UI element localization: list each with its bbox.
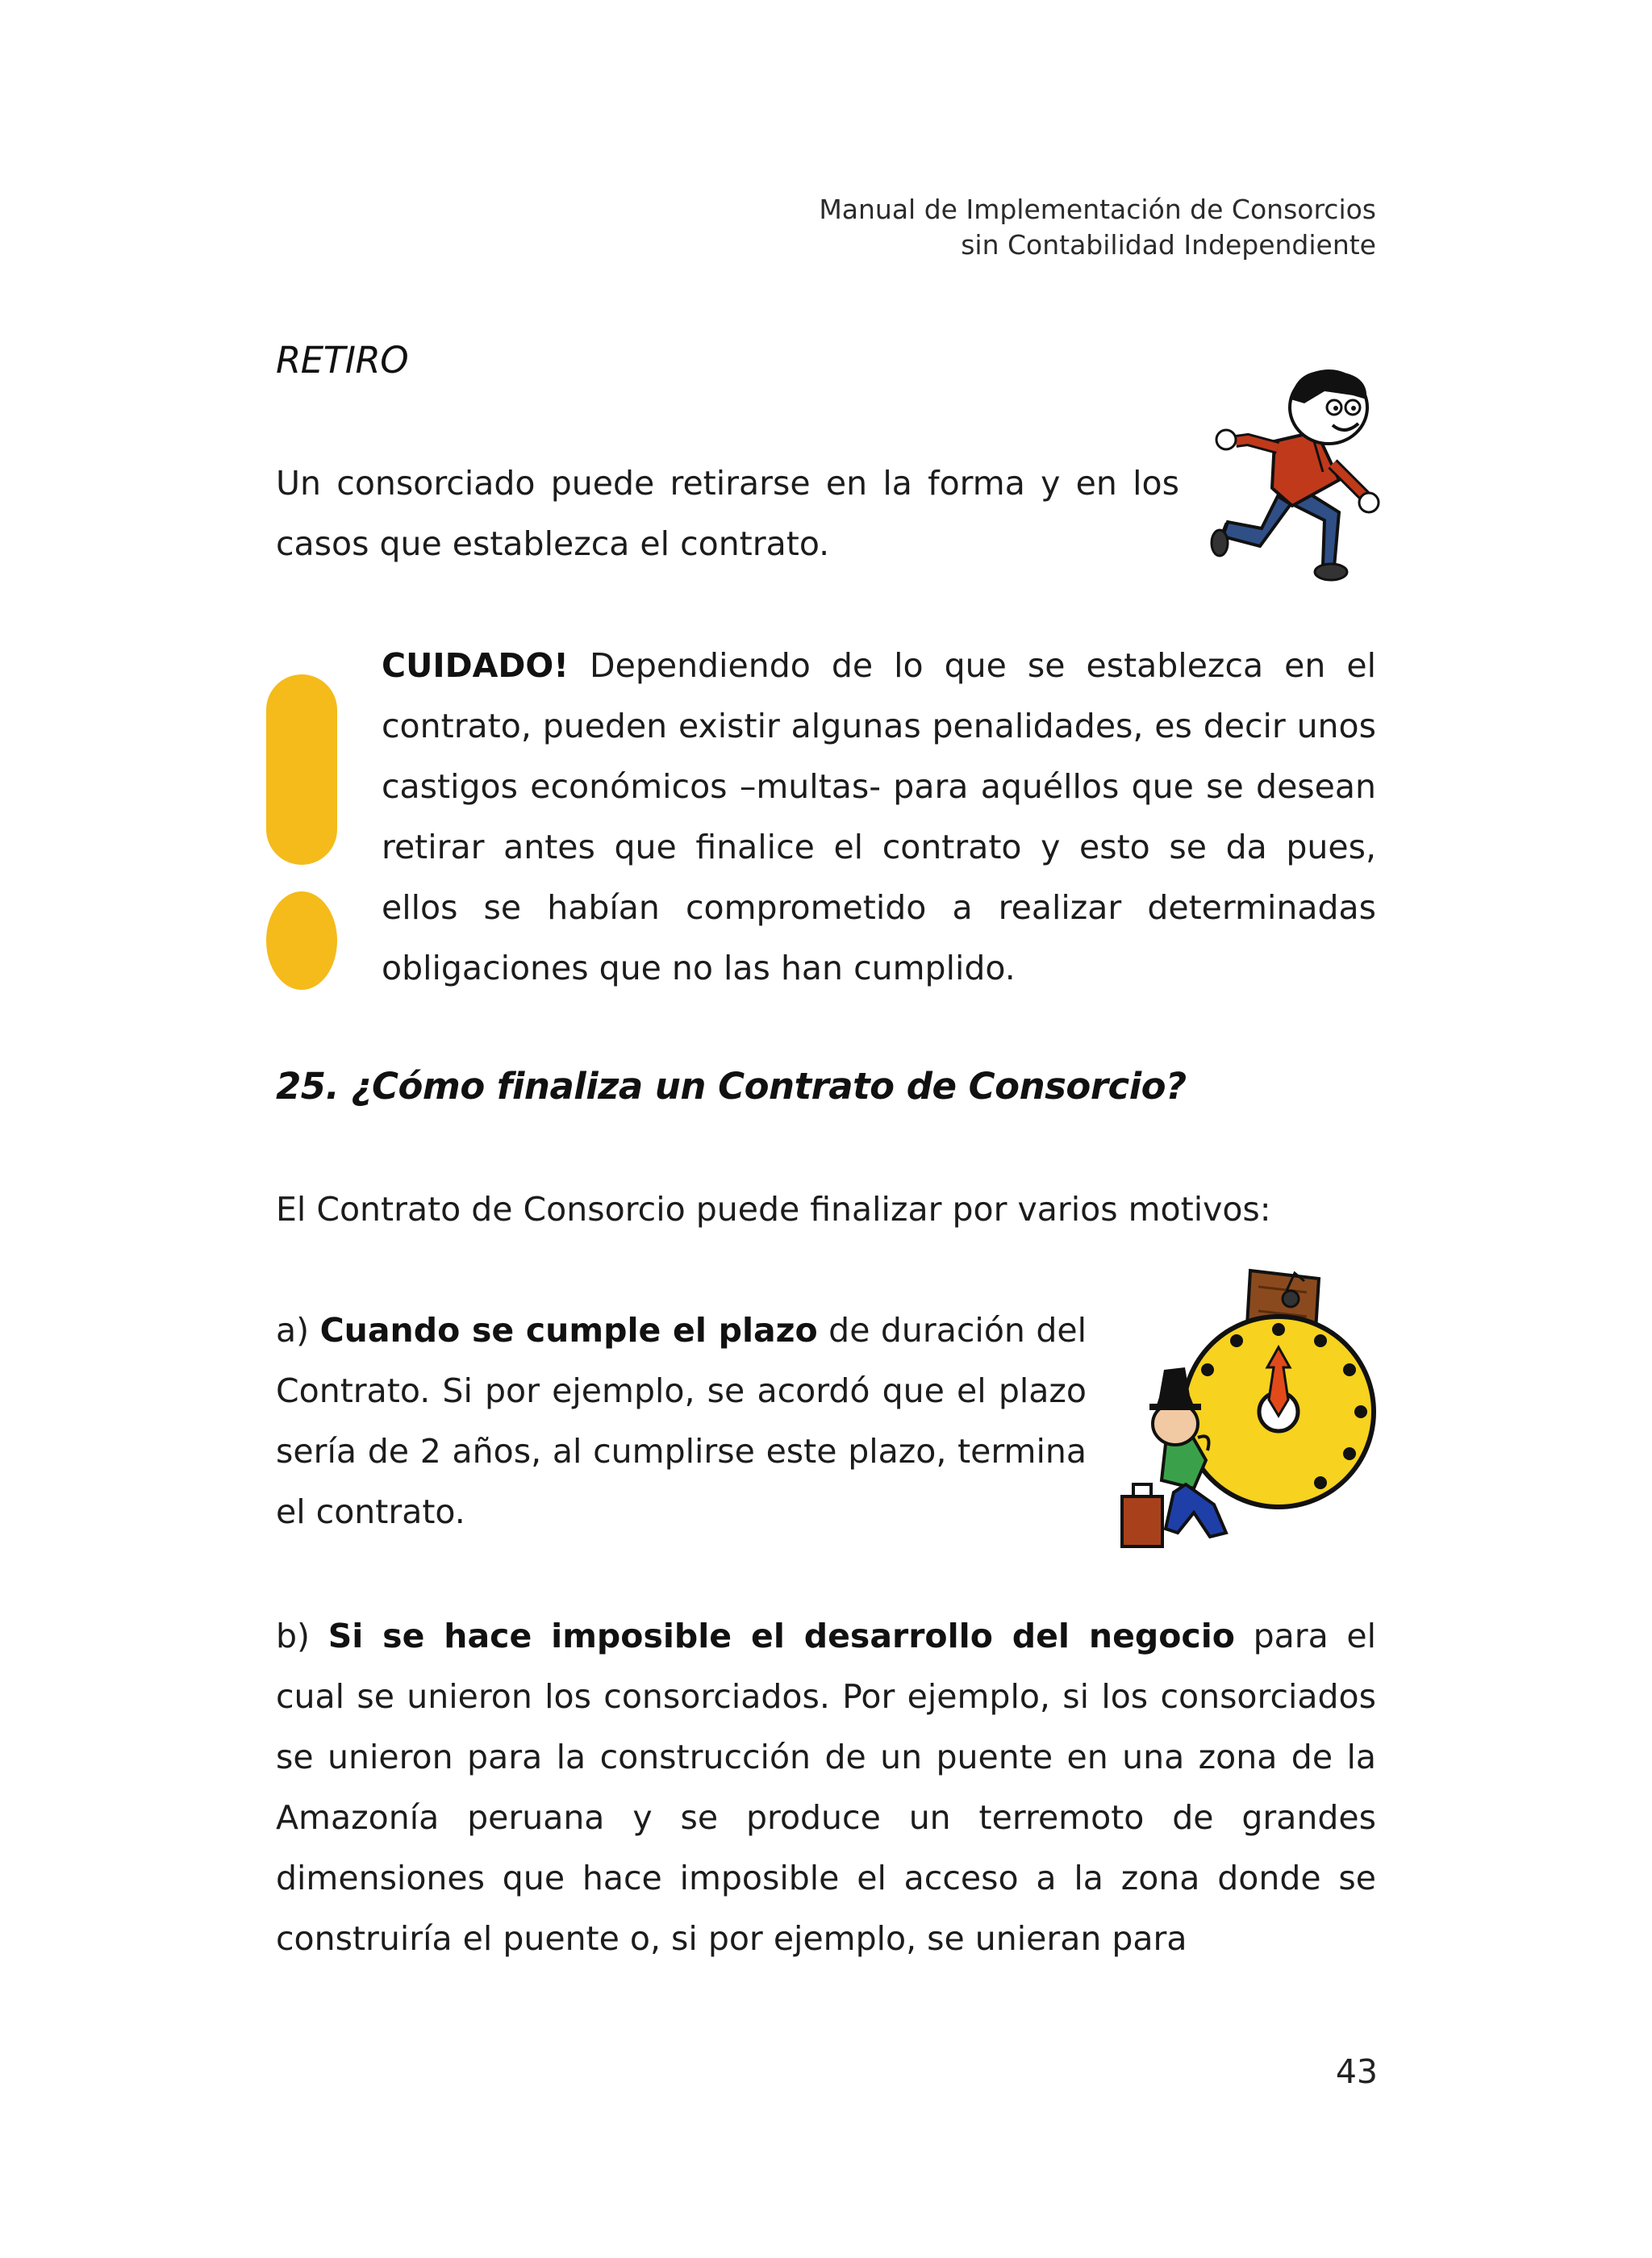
section-heading-retiro: RETIRO (276, 339, 409, 382)
clock-with-traveler-illustration (1117, 1267, 1379, 1551)
item-b-prefix: b) (276, 1617, 328, 1655)
item-b-bold: Si se hace imposible el desarrollo del negocio (327, 1617, 1235, 1655)
paragraph-intro (276, 1179, 1376, 1240)
item-a-prefix: a) (276, 1311, 320, 1350)
paragraph-cuidado (382, 636, 1376, 999)
paragraph-retiro (276, 453, 1179, 574)
page-number: 43 (1335, 2052, 1378, 2091)
intro-text: El Contrato de Consorcio puede finalizar por varios motivos: (276, 1190, 1271, 1229)
exclamation-dot-icon (266, 891, 337, 990)
cuidado-text: Dependiendo de lo que se establezca en el contrato, pueden existir algunas penalidades, es decir unos castigos económicos –multas- para aquéllos que se desean retirar antes que finalice el contrato y esto se da pues, ellos se habían comprometido a realizar determinadas obligaciones que no las han cumplido. (382, 646, 1376, 987)
item-a-text: de duración del Contrato. Si por ejemplo, se acordó que el plazo sería de 2 años, al cumplirse este plazo, termina el contrato. (276, 1311, 1087, 1531)
running-man-illustration (1204, 367, 1387, 589)
paragraph-item-a (276, 1300, 1087, 1542)
running-header (819, 192, 1376, 263)
item-a-bold: Cuando se cumple el plazo (319, 1311, 818, 1350)
cuidado-label: CUIDADO! (382, 646, 569, 685)
paragraph-item-b (276, 1606, 1376, 1969)
header-line-1: Manual de Implementación de Consorcios (819, 194, 1376, 225)
question-25-heading: 25. ¿Cómo finaliza un Contrato de Consorcio? (276, 1065, 1187, 1108)
header-line-2: sin Contabilidad Independiente (961, 229, 1376, 261)
retiro-text: Un consorciado puede retirarse en la forma y en los casos que establezca el contrato. (276, 464, 1179, 563)
item-b-text: para el cual se unieron los consorciados. Por ejemplo, si los consorciados se unieron para la construcción de un puente en una zona de la Amazonía peruana y se produce un terremoto de grandes dimensiones que hace imposible el acceso a la zona donde se construiría el puente o, si por ejemplo, se unieran para (276, 1617, 1377, 1958)
exclamation-icon (266, 674, 337, 865)
